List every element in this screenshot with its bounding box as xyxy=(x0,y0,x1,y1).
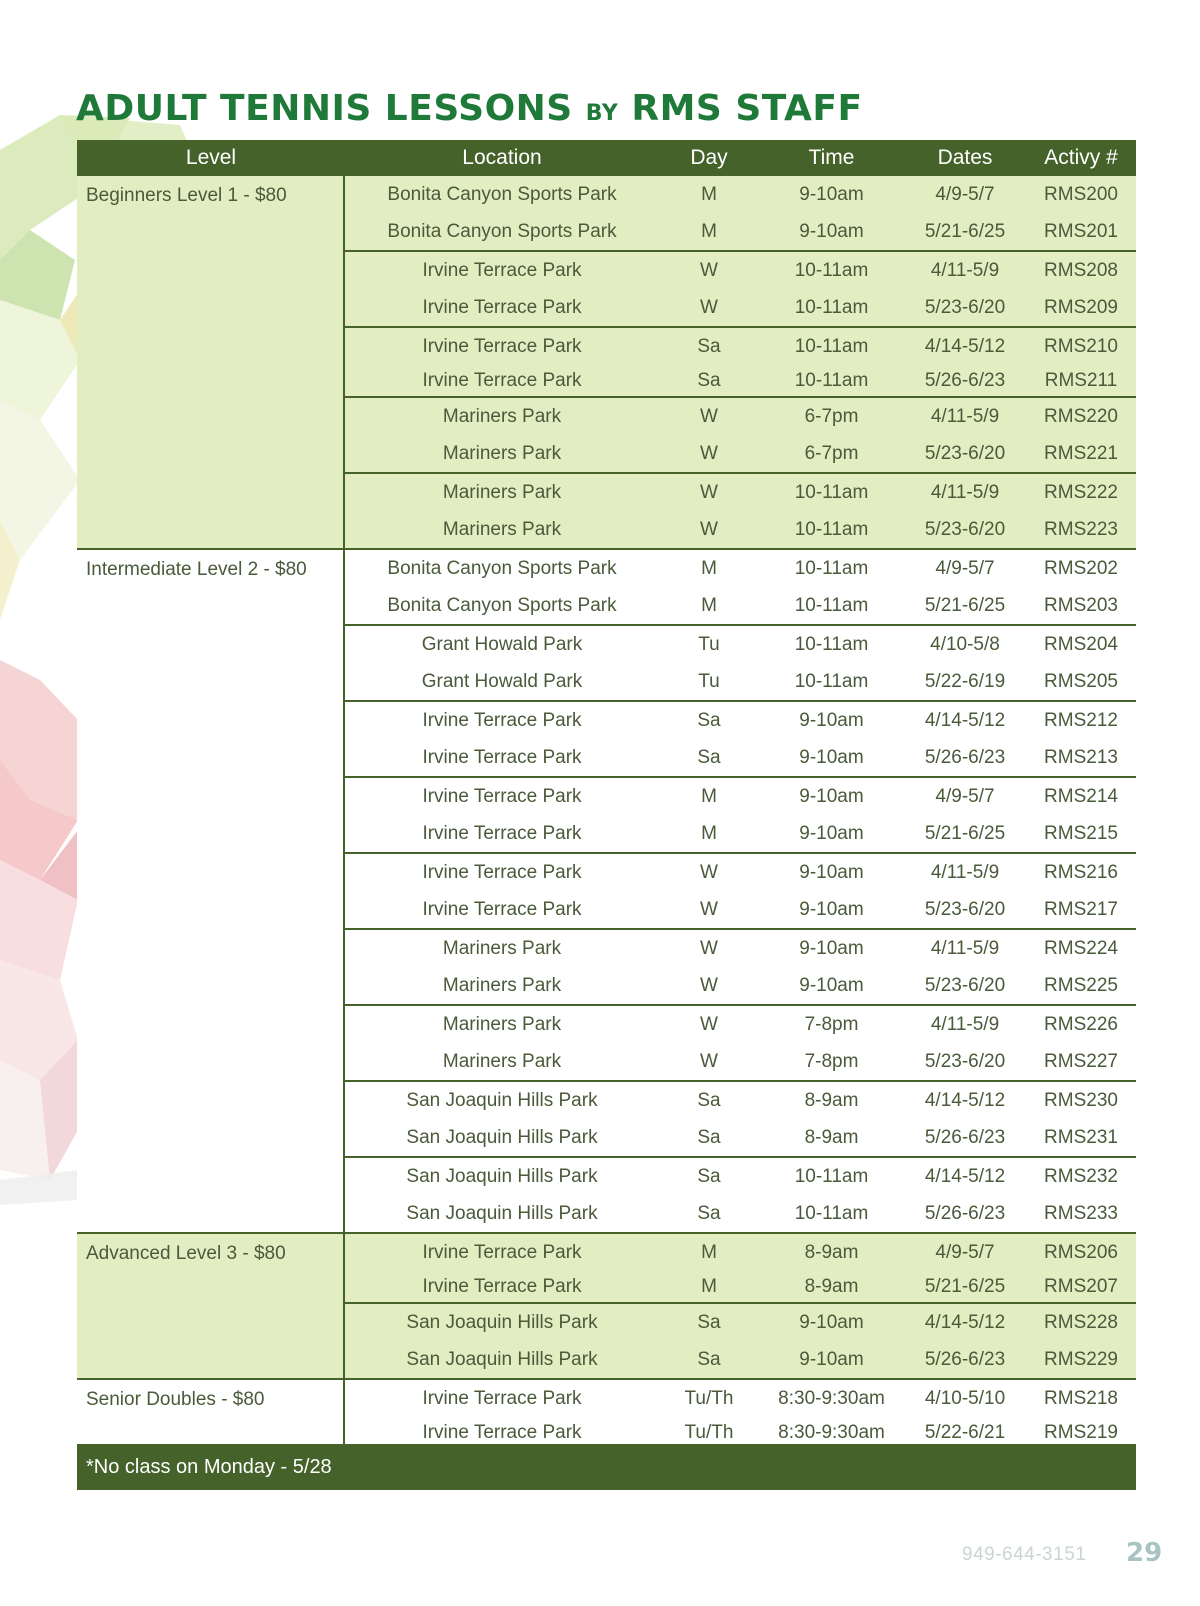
level-group xyxy=(77,1234,1136,1380)
dates-cell: 4/9-5/7 xyxy=(935,183,995,205)
location-cell: Irvine Terrace Park xyxy=(422,335,582,357)
level-group xyxy=(77,1380,1136,1450)
table-row xyxy=(345,176,1136,213)
level-rows xyxy=(345,1380,1136,1448)
level-group xyxy=(77,176,1136,550)
activity-cell: RMS228 xyxy=(1044,1311,1118,1333)
level-cell: Intermediate Level 2 - $80 xyxy=(77,550,345,1232)
time-cell: 7-8pm xyxy=(804,1013,859,1035)
day-cell: Sa xyxy=(697,709,721,731)
time-cell: 10-11am xyxy=(794,1202,869,1224)
dates-cell: 4/14-5/12 xyxy=(924,335,1006,357)
session-pair xyxy=(345,1158,1136,1232)
title-main: ADULT TENNIS LESSONS xyxy=(76,88,573,129)
day-cell: Tu xyxy=(698,670,720,692)
activity-cell: RMS208 xyxy=(1044,259,1118,281)
dates-cell: 4/14-5/12 xyxy=(924,1165,1006,1187)
activity-cell: RMS206 xyxy=(1044,1241,1118,1263)
table-row xyxy=(345,930,1136,967)
day-cell: Tu xyxy=(698,633,720,655)
session-pair xyxy=(345,1006,1136,1082)
session-pair xyxy=(345,854,1136,930)
footer-phone: 949-644-3151 xyxy=(962,1544,1087,1565)
day-cell: W xyxy=(700,898,718,920)
table-row xyxy=(345,1380,1136,1417)
day-cell: Sa xyxy=(697,335,721,357)
time-cell: 6-7pm xyxy=(804,405,859,427)
table-row xyxy=(345,778,1136,815)
day-cell: Sa xyxy=(697,369,721,391)
activity-cell: RMS214 xyxy=(1044,785,1118,807)
activity-cell: RMS223 xyxy=(1044,518,1118,540)
session-pair xyxy=(345,550,1136,626)
note-bar xyxy=(77,1444,1136,1490)
header-day: Day xyxy=(690,146,728,169)
location-cell: Irvine Terrace Park xyxy=(422,861,582,883)
dates-cell: 5/21-6/25 xyxy=(924,220,1006,242)
time-cell: 8-9am xyxy=(804,1126,859,1148)
dates-cell: 5/23-6/20 xyxy=(924,974,1006,996)
dates-cell: 4/10-5/8 xyxy=(930,633,1000,655)
session-pair xyxy=(345,1082,1136,1158)
table-row xyxy=(345,1341,1136,1378)
activity-cell: RMS210 xyxy=(1044,335,1118,357)
session-pair xyxy=(345,778,1136,854)
time-cell: 10-11am xyxy=(794,335,869,357)
activity-cell: RMS216 xyxy=(1044,861,1118,883)
level-cell: Beginners Level 1 - $80 xyxy=(77,176,345,548)
day-cell: M xyxy=(701,557,717,579)
location-cell: San Joaquin Hills Park xyxy=(406,1202,598,1224)
activity-cell: RMS211 xyxy=(1044,369,1118,391)
activity-cell: RMS209 xyxy=(1044,296,1118,318)
day-cell: Sa xyxy=(697,746,721,768)
day-cell: Tu/Th xyxy=(684,1387,734,1409)
page-title xyxy=(76,88,863,129)
time-cell: 9-10am xyxy=(799,1311,864,1333)
time-cell: 9-10am xyxy=(799,898,864,920)
dates-cell: 4/11-5/9 xyxy=(930,259,1000,281)
activity-cell: RMS230 xyxy=(1044,1089,1118,1111)
location-cell: Irvine Terrace Park xyxy=(422,822,582,844)
location-cell: Mariners Park xyxy=(442,1013,562,1035)
table-row xyxy=(345,252,1136,289)
dates-cell: 4/11-5/9 xyxy=(930,937,1000,959)
location-cell: Mariners Park xyxy=(442,518,562,540)
lessons-table xyxy=(77,140,1136,1450)
dates-cell: 4/14-5/12 xyxy=(924,1311,1006,1333)
time-cell: 10-11am xyxy=(794,481,869,503)
day-cell: Sa xyxy=(697,1348,721,1370)
dates-cell: 5/26-6/23 xyxy=(924,1202,1006,1224)
location-cell: Irvine Terrace Park xyxy=(422,785,582,807)
location-cell: Irvine Terrace Park xyxy=(422,709,582,731)
session-pair xyxy=(345,252,1136,328)
dates-cell: 5/22-6/21 xyxy=(924,1421,1006,1443)
dates-cell: 5/26-6/23 xyxy=(924,746,1006,768)
dates-cell: 4/11-5/9 xyxy=(930,405,1000,427)
activity-cell: RMS213 xyxy=(1044,746,1118,768)
activity-cell: RMS220 xyxy=(1044,405,1118,427)
activity-cell: RMS225 xyxy=(1044,974,1118,996)
day-cell: W xyxy=(700,296,718,318)
location-cell: Irvine Terrace Park xyxy=(422,746,582,768)
activity-cell: RMS217 xyxy=(1044,898,1118,920)
location-cell: Irvine Terrace Park xyxy=(422,259,582,281)
activity-cell: RMS204 xyxy=(1044,633,1118,655)
table-row xyxy=(345,739,1136,776)
day-cell: Sa xyxy=(697,1089,721,1111)
day-cell: Sa xyxy=(697,1126,721,1148)
location-cell: Irvine Terrace Park xyxy=(422,1275,582,1297)
location-cell: Mariners Park xyxy=(442,937,562,959)
dates-cell: 5/23-6/20 xyxy=(924,1050,1006,1072)
table-row xyxy=(345,1158,1136,1195)
dates-cell: 5/21-6/25 xyxy=(924,1275,1006,1297)
activity-cell: RMS227 xyxy=(1044,1050,1118,1072)
activity-cell: RMS219 xyxy=(1044,1421,1118,1443)
location-cell: San Joaquin Hills Park xyxy=(406,1165,598,1187)
dates-cell: 5/26-6/23 xyxy=(924,1126,1006,1148)
session-pair xyxy=(345,1380,1136,1448)
table-row xyxy=(345,1234,1136,1271)
dates-cell: 5/21-6/25 xyxy=(924,594,1006,616)
dates-cell: 5/26-6/23 xyxy=(924,1348,1006,1370)
dates-cell: 4/9-5/7 xyxy=(935,1241,995,1263)
table-row xyxy=(345,1195,1136,1232)
session-pair xyxy=(345,474,1136,548)
day-cell: W xyxy=(700,259,718,281)
location-cell: Mariners Park xyxy=(442,405,562,427)
day-cell: Tu/Th xyxy=(684,1421,734,1443)
header-time: Time xyxy=(808,146,855,169)
table-row xyxy=(345,967,1136,1004)
time-cell: 9-10am xyxy=(799,220,864,242)
table-row xyxy=(345,289,1136,326)
location-cell: Irvine Terrace Park xyxy=(422,1241,582,1263)
title-by: BY xyxy=(585,101,619,126)
activity-cell: RMS203 xyxy=(1044,594,1118,616)
activity-cell: RMS221 xyxy=(1044,442,1118,464)
time-cell: 10-11am xyxy=(794,259,869,281)
table-row xyxy=(345,854,1136,891)
table-row xyxy=(345,891,1136,928)
time-cell: 10-11am xyxy=(794,296,869,318)
session-pair xyxy=(345,398,1136,474)
level-group xyxy=(77,550,1136,1234)
table-body xyxy=(77,176,1136,1450)
location-cell: San Joaquin Hills Park xyxy=(406,1126,598,1148)
location-cell: Bonita Canyon Sports Park xyxy=(387,594,617,616)
activity-cell: RMS202 xyxy=(1044,557,1118,579)
time-cell: 8:30-9:30am xyxy=(778,1387,885,1409)
day-cell: W xyxy=(700,481,718,503)
dates-cell: 5/22-6/19 xyxy=(924,670,1006,692)
dates-cell: 4/9-5/7 xyxy=(935,785,995,807)
activity-cell: RMS207 xyxy=(1044,1275,1118,1297)
table-header-row xyxy=(77,140,1136,176)
dates-cell: 4/9-5/7 xyxy=(935,557,995,579)
time-cell: 7-8pm xyxy=(804,1050,859,1072)
day-cell: W xyxy=(700,937,718,959)
location-cell: Grant Howald Park xyxy=(421,670,583,692)
day-cell: W xyxy=(700,1050,718,1072)
table-row xyxy=(345,702,1136,739)
time-cell: 8:30-9:30am xyxy=(778,1421,885,1443)
table-row xyxy=(345,1082,1136,1119)
level-cell: Advanced Level 3 - $80 xyxy=(77,1234,345,1378)
location-cell: Irvine Terrace Park xyxy=(422,1387,582,1409)
day-cell: M xyxy=(701,1241,717,1263)
level-rows xyxy=(345,176,1136,548)
dates-cell: 4/11-5/9 xyxy=(930,861,1000,883)
dates-cell: 4/11-5/9 xyxy=(930,481,1000,503)
time-cell: 8-9am xyxy=(804,1241,859,1263)
activity-cell: RMS200 xyxy=(1044,183,1118,205)
session-pair xyxy=(345,1234,1136,1304)
activity-cell: RMS205 xyxy=(1044,670,1118,692)
location-cell: Irvine Terrace Park xyxy=(422,898,582,920)
dates-cell: 5/21-6/25 xyxy=(924,822,1006,844)
day-cell: W xyxy=(700,518,718,540)
table-row xyxy=(345,213,1136,250)
table-row xyxy=(345,1119,1136,1156)
session-pair xyxy=(345,328,1136,398)
day-cell: Sa xyxy=(697,1165,721,1187)
session-pair xyxy=(345,1304,1136,1378)
day-cell: Sa xyxy=(697,1311,721,1333)
time-cell: 8-9am xyxy=(804,1089,859,1111)
time-cell: 9-10am xyxy=(799,822,864,844)
time-cell: 9-10am xyxy=(799,709,864,731)
activity-cell: RMS232 xyxy=(1044,1165,1118,1187)
table-row xyxy=(345,587,1136,624)
day-cell: W xyxy=(700,974,718,996)
table-row xyxy=(345,550,1136,587)
day-cell: W xyxy=(700,1013,718,1035)
time-cell: 9-10am xyxy=(799,746,864,768)
location-cell: San Joaquin Hills Park xyxy=(406,1348,598,1370)
activity-cell: RMS215 xyxy=(1044,822,1118,844)
day-cell: M xyxy=(701,594,717,616)
day-cell: M xyxy=(701,220,717,242)
location-cell: San Joaquin Hills Park xyxy=(406,1311,598,1333)
time-cell: 10-11am xyxy=(794,594,869,616)
header-activity: Activy # xyxy=(1044,146,1118,169)
day-cell: M xyxy=(701,183,717,205)
session-pair xyxy=(345,702,1136,778)
activity-cell: RMS222 xyxy=(1044,481,1118,503)
dates-cell: 5/23-6/20 xyxy=(924,296,1006,318)
time-cell: 9-10am xyxy=(799,183,864,205)
day-cell: M xyxy=(701,822,717,844)
time-cell: 10-11am xyxy=(794,633,869,655)
time-cell: 9-10am xyxy=(799,785,864,807)
activity-cell: RMS201 xyxy=(1044,220,1118,242)
table-row xyxy=(345,1006,1136,1043)
time-cell: 8-9am xyxy=(804,1275,859,1297)
level-cell: Senior Doubles - $80 xyxy=(77,1380,345,1448)
time-cell: 9-10am xyxy=(799,1348,864,1370)
location-cell: San Joaquin Hills Park xyxy=(406,1089,598,1111)
dates-cell: 4/14-5/12 xyxy=(924,709,1006,731)
time-cell: 10-11am xyxy=(794,518,869,540)
time-cell: 10-11am xyxy=(794,557,869,579)
location-cell: Irvine Terrace Park xyxy=(422,369,582,391)
header-location: Location xyxy=(462,146,542,169)
table-row xyxy=(345,1304,1136,1341)
header-dates: Dates xyxy=(937,146,993,169)
day-cell: W xyxy=(700,405,718,427)
time-cell: 9-10am xyxy=(799,974,864,996)
dates-cell: 4/11-5/9 xyxy=(930,1013,1000,1035)
table-row xyxy=(345,511,1136,548)
location-cell: Irvine Terrace Park xyxy=(422,1421,582,1443)
time-cell: 10-11am xyxy=(794,1165,869,1187)
day-cell: M xyxy=(701,1275,717,1297)
table-row xyxy=(345,626,1136,663)
location-cell: Bonita Canyon Sports Park xyxy=(387,557,617,579)
dates-cell: 5/23-6/20 xyxy=(924,898,1006,920)
activity-cell: RMS229 xyxy=(1044,1348,1118,1370)
session-pair xyxy=(345,176,1136,252)
location-cell: Bonita Canyon Sports Park xyxy=(387,183,617,205)
table-row xyxy=(345,365,1136,396)
table-row xyxy=(345,474,1136,511)
day-cell: W xyxy=(700,442,718,464)
dates-cell: 4/10-5/10 xyxy=(924,1387,1006,1409)
location-cell: Mariners Park xyxy=(442,442,562,464)
table-row xyxy=(345,1271,1136,1302)
table-row xyxy=(345,398,1136,435)
time-cell: 9-10am xyxy=(799,937,864,959)
activity-cell: RMS226 xyxy=(1044,1013,1118,1035)
dates-cell: 5/23-6/20 xyxy=(924,442,1006,464)
table-row xyxy=(345,1043,1136,1080)
activity-cell: RMS231 xyxy=(1044,1126,1118,1148)
table-row xyxy=(345,328,1136,365)
time-cell: 10-11am xyxy=(794,670,869,692)
dates-cell: 4/14-5/12 xyxy=(924,1089,1006,1111)
title-org: RMS STAFF xyxy=(631,88,863,129)
location-cell: Bonita Canyon Sports Park xyxy=(387,220,617,242)
time-cell: 10-11am xyxy=(794,369,869,391)
level-rows xyxy=(345,1234,1136,1378)
activity-cell: RMS212 xyxy=(1044,709,1118,731)
level-rows xyxy=(345,550,1136,1232)
session-pair xyxy=(345,930,1136,1006)
location-cell: Mariners Park xyxy=(442,1050,562,1072)
session-pair xyxy=(345,626,1136,702)
table-row xyxy=(345,663,1136,700)
table-row xyxy=(345,435,1136,472)
activity-cell: RMS218 xyxy=(1044,1387,1118,1409)
dates-cell: 5/23-6/20 xyxy=(924,518,1006,540)
location-cell: Mariners Park xyxy=(442,481,562,503)
time-cell: 6-7pm xyxy=(804,442,859,464)
table-row xyxy=(345,815,1136,852)
activity-cell: RMS224 xyxy=(1044,937,1118,959)
day-cell: W xyxy=(700,861,718,883)
location-cell: Grant Howald Park xyxy=(421,633,583,655)
day-cell: M xyxy=(701,785,717,807)
page-number: 29 xyxy=(1126,1538,1163,1568)
header-level: Level xyxy=(185,146,237,169)
location-cell: Mariners Park xyxy=(442,974,562,996)
location-cell: Irvine Terrace Park xyxy=(422,296,582,318)
activity-cell: RMS233 xyxy=(1044,1202,1118,1224)
note-text: *No class on Monday - 5/28 xyxy=(86,1455,332,1478)
time-cell: 9-10am xyxy=(799,861,864,883)
day-cell: Sa xyxy=(697,1202,721,1224)
dates-cell: 5/26-6/23 xyxy=(924,369,1006,391)
